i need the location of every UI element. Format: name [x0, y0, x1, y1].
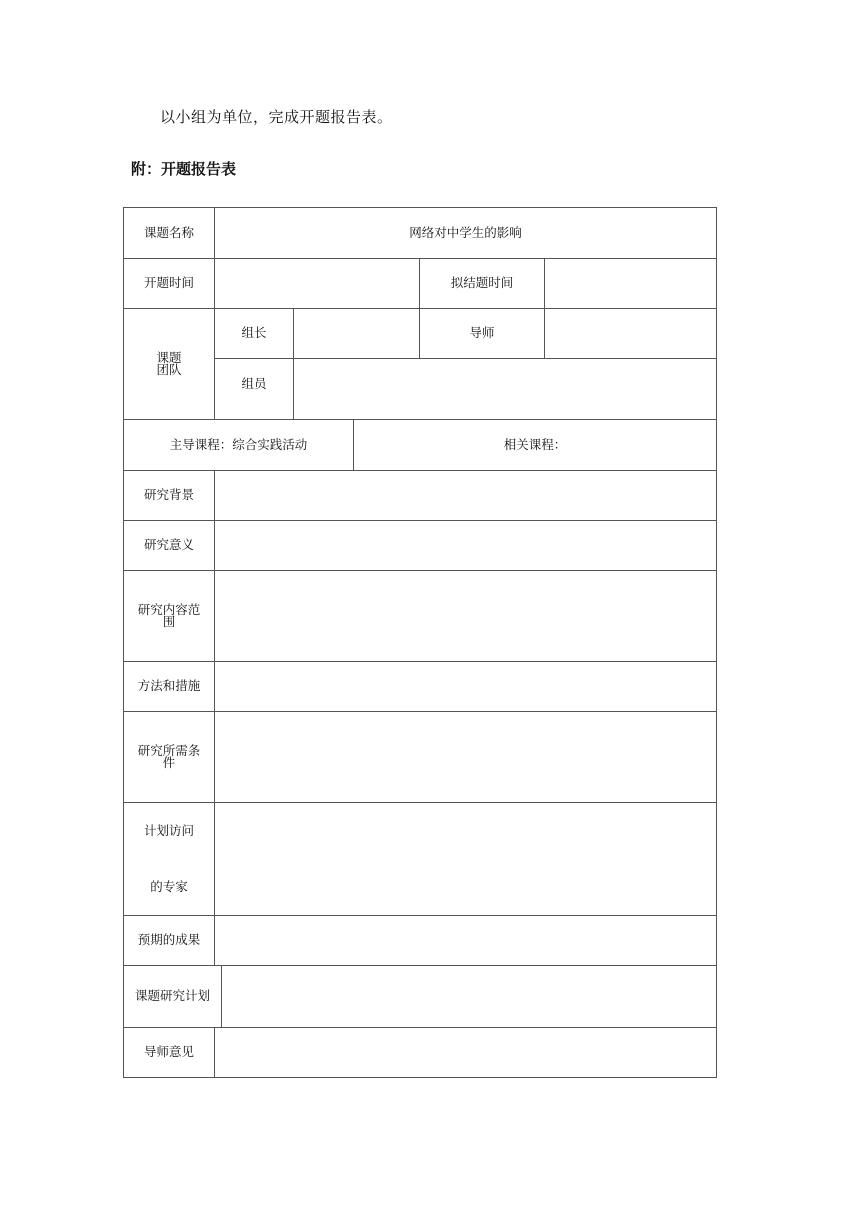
- row-conditions: [124, 712, 717, 803]
- team-label-line2: 团队: [156, 362, 182, 377]
- intro-text: 以小组为单位，完成开题报告表。: [160, 108, 393, 126]
- end-time-label: 拟结题时间: [420, 259, 545, 309]
- scope-label: [124, 571, 215, 662]
- main-course: 主导课程：综合实践活动: [169, 436, 308, 452]
- end-time-value[interactable]: [545, 259, 717, 309]
- experts-label-line2: 的专家: [150, 879, 188, 894]
- significance-label: 研究意义: [124, 521, 215, 571]
- members-value[interactable]: [294, 359, 717, 420]
- mentor-opinion-value[interactable]: [215, 1028, 717, 1078]
- mentor-value[interactable]: [545, 309, 717, 359]
- row-scope: [124, 571, 717, 662]
- outcomes-label: 预期的成果: [124, 916, 215, 966]
- leader-label: 组长: [215, 309, 294, 359]
- proposal-form-table: [123, 207, 717, 1078]
- leader-value[interactable]: [294, 309, 420, 359]
- experts-label-line1: 计划访问: [143, 823, 194, 838]
- plan-value[interactable]: [221, 966, 716, 1027]
- row-topic-name: [124, 208, 717, 259]
- mentor-opinion-label: 导师意见: [124, 1028, 215, 1078]
- conditions-label-line1: 研究所需条: [137, 742, 201, 758]
- row-times: [124, 259, 717, 309]
- form-heading: 附：开题报告表: [131, 160, 237, 178]
- experts-label: [124, 803, 215, 916]
- row-significance: [124, 521, 717, 571]
- team-label: [124, 309, 215, 420]
- row-leader: [124, 309, 717, 359]
- conditions-value[interactable]: [215, 712, 717, 803]
- methods-value[interactable]: [215, 662, 717, 712]
- team-label-line1: 课题: [156, 349, 182, 365]
- topic-name-label: 课题名称: [124, 208, 215, 259]
- plan-label: 课题研究计划: [134, 988, 210, 1004]
- background-value[interactable]: [215, 471, 717, 521]
- row-mentor-opinion: [124, 1028, 717, 1078]
- row-courses: [124, 420, 717, 471]
- scope-value[interactable]: [215, 571, 717, 662]
- row-methods: [124, 662, 717, 712]
- scope-label-line2: 围: [162, 614, 176, 629]
- row-outcomes: [124, 916, 717, 966]
- row-experts: [124, 803, 717, 916]
- mentor-label: 导师: [420, 309, 545, 359]
- topic-name-value[interactable]: 网络对中学生的影响: [215, 208, 717, 259]
- members-label: 组员: [215, 359, 294, 420]
- conditions-label-line2: 件: [162, 755, 176, 770]
- start-time-value[interactable]: [215, 259, 420, 309]
- experts-value[interactable]: [215, 803, 717, 916]
- row-background: [124, 471, 717, 521]
- outcomes-value[interactable]: [215, 916, 717, 966]
- conditions-label: [124, 712, 215, 803]
- methods-label: 方法和措施: [124, 662, 215, 712]
- related-course[interactable]: 相关课程：: [353, 420, 716, 470]
- significance-value[interactable]: [215, 521, 717, 571]
- scope-label-line1: 研究内容范: [137, 601, 201, 617]
- row-plan: [124, 966, 717, 1028]
- background-label: 研究背景: [124, 471, 215, 521]
- start-time-label: 开题时间: [124, 259, 215, 309]
